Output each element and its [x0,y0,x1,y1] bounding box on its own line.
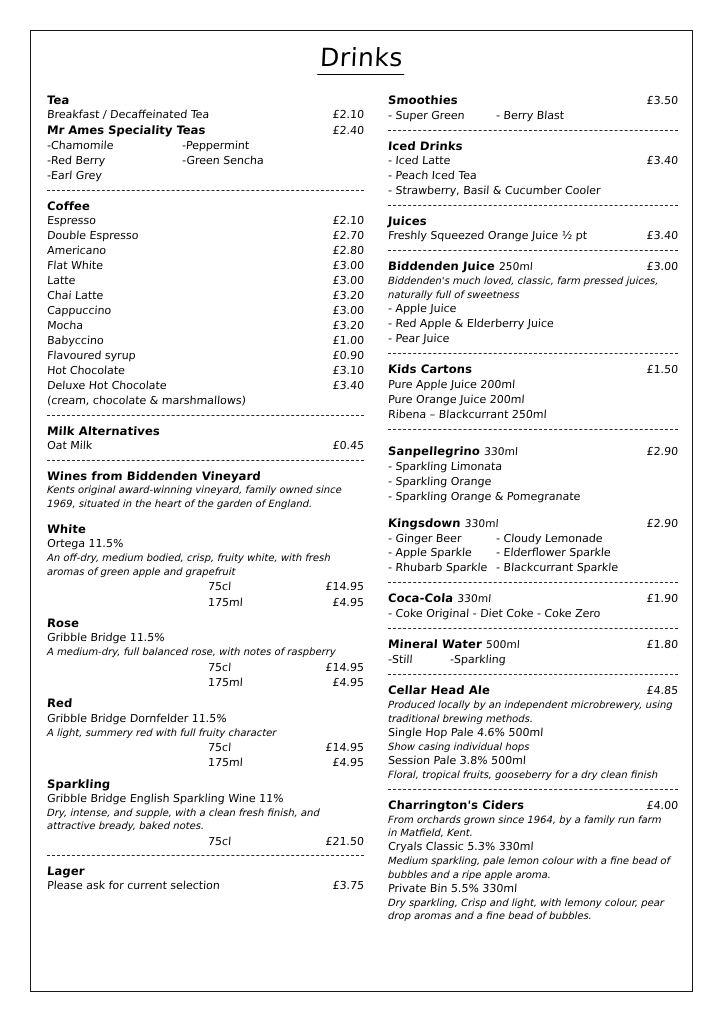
divider [388,582,678,583]
section-tea [47,93,364,184]
divider [47,460,364,461]
cellar-head-ale-beer-desc: Floral, tropical fruits, gooseberry for a dry clean finish [388,770,659,782]
spacer [388,505,678,516]
biddenden-juice-desc: Biddenden's much loved, classic, farm pressed juices, [388,276,660,288]
tea-heading: Tea [46,93,70,107]
kingsdown-heading: Kingsdown 330ml [388,515,500,530]
charringtons-ciders-price: £4.00 [646,798,679,812]
smoothies-flavour-left: - Super Green [388,108,466,122]
section-coca-cola [388,591,678,622]
section-milk-alternatives [47,424,364,454]
kingsdown-price: £2.90 [646,516,679,530]
biddenden-juice-volume: 250ml [498,261,534,274]
wine-white-size-row [47,595,364,610]
tea-flavour-right: -Green Sencha [181,154,265,168]
section-charringtons-ciders [388,798,678,924]
smoothies-heading: Smoothies [388,93,459,107]
cider-name: Private Bin 5.5% 330ml [388,882,519,896]
wine-white-heading: White [46,522,87,537]
wines-heading: Wines from Biddenden Vineyard [46,469,262,483]
cider-name: Cryals Classic 5.3% 330ml [388,840,535,854]
mineral-water-heading: Mineral Water 500ml [388,637,521,652]
section-iced-drinks [388,139,678,199]
coffee-item-row [47,259,364,274]
coffee-item-name: Flavoured syrup [46,348,137,362]
tea-flavour-row [47,139,364,154]
juices-item-price: £3.40 [646,229,679,243]
coffee-item-name: Latte [46,274,76,288]
sanpellegrino-item: - Sparkling Limonata [388,459,504,473]
coffee-item-price: £3.20 [332,289,366,303]
coffee-item-price: £2.10 [332,214,366,228]
iced-drinks-price: £3.40 [646,154,679,168]
wine-rose-size-row [47,675,364,690]
tea-flavour-left: -Chamomile [46,139,114,153]
divider [47,415,364,416]
section-smoothies [388,93,678,124]
sanpellegrino-price: £2.90 [646,444,679,458]
biddenden-juice-item: - Pear Juice [388,331,451,345]
right-column [378,93,678,924]
lager-item-row [47,879,364,894]
tea-breakfast-name: Breakfast / Decaffeinated Tea [46,108,210,122]
sanpellegrino-volume: 330ml [484,445,519,458]
wine-red-size-row [47,755,364,770]
cellar-head-ale-price: £4.85 [646,684,679,698]
kingsdown-flavour-right: - Elderflower Sparkle [496,546,612,560]
mineral-water-sparkling: -Sparkling [450,653,507,667]
wine-sparkling-name: Gribble Bridge English Sparkling Wine 11% [46,792,285,806]
coffee-item-price: £2.80 [332,244,366,258]
coca-cola-heading: Coca-Cola 330ml [388,591,493,606]
kids-cartons-heading-row [388,362,678,378]
wine-white-desc: aromas of green apple and grapefruit [46,566,236,578]
coffee-item-price: £3.10 [332,363,366,377]
coffee-item-row [47,274,364,289]
coffee-item-price: £3.40 [332,378,366,392]
kingsdown-flavour-row [388,561,678,576]
kingsdown-flavour-row [388,546,678,561]
wine-rose-size-row [47,660,364,675]
smoothies-heading-row [388,93,678,109]
lager-item-price: £3.75 [332,879,366,893]
wine-white-price: £14.95 [325,580,365,594]
biddenden-juice-heading: Biddenden Juice 250ml [388,259,534,274]
wine-sparkling-volume: 75cl [208,834,233,848]
wine-white-volume: 75cl [208,580,233,594]
wine-rose-volume: 75cl [208,660,233,674]
kids-cartons-price: £1.50 [646,362,679,376]
kids-cartons-heading: Kids Cartons [388,361,474,376]
section-wines [47,469,364,849]
kids-cartons-item: Pure Orange Juice 200ml [388,392,526,406]
wine-red-price: £14.95 [325,740,365,754]
sanpellegrino-item: - Sparkling Orange & Pomegranate [388,489,582,503]
charringtons-ciders-heading-row [388,798,678,814]
coffee-item-row [47,244,364,259]
iced-drinks-item: - Strawberry, Basil & Cucumber Cooler [388,184,602,198]
wine-sparkling-desc: attractive bready, baked notes. [46,821,205,833]
iced-drinks-item: - Peach Iced Tea [388,169,478,183]
tea-flavour-left: -Earl Grey [46,169,103,183]
wine-sparkling-heading: Sparkling [46,776,111,791]
wine-rose [47,616,364,690]
coffee-item-price: £3.00 [332,274,366,288]
divider [388,250,678,251]
left-column [47,93,378,924]
tea-flavour-row [47,154,364,169]
cellar-head-ale-beer-name: Session Pale 3.8% 500ml [388,754,527,768]
smoothies-flavour-row [388,109,678,124]
biddenden-juice-desc: naturally full of sweetness [388,289,521,301]
biddenden-juice-heading-row [388,259,678,275]
kingsdown-volume: 330ml [464,517,500,530]
section-juices [388,214,678,244]
wine-rose-price: £14.95 [325,660,365,674]
section-lager [47,864,364,894]
tea-breakfast-price: £2.10 [332,108,366,122]
tea-speciality-name: Mr Ames Speciality Teas [46,123,206,138]
section-sanpellegrino [388,444,678,505]
iced-drinks-item-row [388,154,678,169]
juices-item-name: Freshly Squeezed Orange Juice ½ pt [388,229,589,243]
wine-red-heading: Red [46,696,73,711]
cider-desc: drop aromas and a fine bead of bubbles. [388,911,593,923]
coffee-item-row [47,379,364,394]
coffee-item-row [47,334,364,349]
coffee-item-price: £2.70 [332,229,366,243]
wine-white-name: Ortega 11.5% [46,537,124,551]
coffee-item-price: £3.00 [332,259,366,273]
coffee-item-name: Flat White [46,259,104,273]
coffee-item-price: £0.90 [332,348,366,362]
iced-drinks-item: - Iced Latte [388,154,452,168]
milk-item-price: £0.45 [332,439,366,453]
wine-red-volume: 175ml [208,756,244,770]
coffee-deluxe-note: (cream, chocolate & marshmallows) [46,393,247,407]
cider-desc: Dry sparkling, Crisp and light, with lemony colour, pear [388,898,665,910]
wine-white [47,522,364,610]
charringtons-ciders-heading: Charrington's Ciders [388,797,526,812]
coffee-item-row [47,229,364,244]
tea-flavour-right: -Peppermint [181,139,250,153]
wine-white-price: £4.95 [332,595,365,609]
cellar-head-ale-desc: Produced locally by an independent microbrewery, using [388,700,674,712]
sanpellegrino-heading-row [388,444,678,460]
smoothies-price: £3.50 [646,94,679,107]
cider-desc: bubbles and a ripe apple aroma. [388,869,552,881]
wine-rose-volume: 175ml [208,675,244,689]
coca-cola-price: £1.90 [646,592,679,606]
tea-speciality-price: £2.40 [332,124,366,138]
coffee-item-name: Cappuccino [46,304,112,318]
coffee-item-row [47,364,364,379]
smoothies-flavour-right: - Berry Blast [496,108,566,122]
wine-white-desc: An off-dry, medium bodied, crisp, fruity white, with fresh [46,553,331,565]
tea-flavour-right [181,169,365,184]
wine-red-volume: 75cl [208,740,233,754]
biddenden-juice-price: £3.00 [646,260,679,274]
milk-item-name: Oat Milk [46,439,93,453]
tea-speciality-row [47,123,364,139]
coffee-item-name: Double Espresso [46,229,139,243]
cellar-head-ale-heading-row [388,683,678,699]
page-title: Drinks [317,44,405,75]
section-coffee [47,199,364,409]
section-kids-cartons [388,362,678,423]
cellar-head-ale-beer-name: Single Hop Pale 4.6% 500ml [388,725,545,739]
wines-description-line: Kents original award-winning vineyard, family owned since [46,485,342,497]
divider [47,190,364,191]
coca-cola-item: - Coke Original - Diet Coke - Coke Zero [388,607,602,621]
kids-cartons-item: Ribena – Blackcurrant 250ml [388,407,548,421]
menu-columns [31,93,692,924]
divider [388,628,678,629]
divider [388,674,678,675]
coffee-item-row [47,214,364,229]
kingsdown-flavour-left: - Ginger Beer [388,531,463,545]
milk-item-row [47,439,364,454]
iced-drinks-heading: Iced Drinks [388,138,464,153]
kingsdown-flavour-left: - Rhubarb Sparkle [388,561,489,575]
coffee-item-row [47,319,364,334]
milk-alternatives-heading: Milk Alternatives [46,423,161,438]
wine-white-size-row [47,579,364,594]
mineral-water-price: £1.80 [646,638,679,652]
wine-red-desc: A light, summery red with full fruity character [46,727,277,739]
juices-heading: Juices [388,214,428,229]
section-mineral-water [388,637,678,668]
spacer [47,511,364,522]
biddenden-juice-item: - Red Apple & Elderberry Juice [388,317,555,331]
sanpellegrino-item: - Sparkling Orange [388,474,493,488]
coffee-item-price: £1.00 [332,333,366,347]
wine-rose-name: Gribble Bridge 11.5% [46,631,166,645]
wine-red [47,696,364,770]
divider [47,855,364,856]
charringtons-ciders-desc: From orchards grown since 1964, by a family run farm [388,814,663,826]
mineral-water-heading-row [388,637,678,653]
kingsdown-heading-row [388,516,678,532]
kingsdown-flavour-right: - Cloudy Lemonade [496,531,604,545]
coffee-item-row [47,304,364,319]
cellar-head-ale-beer-desc: Show casing individual hops [388,741,531,753]
wine-rose-price: £4.95 [332,675,365,689]
mineral-water-flavour-row [388,653,678,668]
juices-item-row [388,229,678,244]
cellar-head-ale-desc: traditional brewing methods. [388,713,534,725]
mineral-water-volume: 500ml [486,639,521,652]
coffee-item-name: Mocha [46,319,84,333]
coffee-item-name: Hot Chocolate [46,363,126,377]
wine-red-name: Gribble Bridge Dornfelder 11.5% [46,711,228,725]
coffee-item-name: Americano [46,244,107,258]
charringtons-ciders-desc: in Matfield, Kent. [388,828,474,839]
wine-sparkling-price: £21.50 [325,834,365,848]
coffee-item-name: Deluxe Hot Chocolate [46,378,168,392]
menu-page [30,30,693,992]
wines-description-line: 1969, situated in the heart of the garden of England. [46,498,313,510]
biddenden-juice-item: - Apple Juice [388,302,458,316]
divider [388,429,678,430]
wine-red-size-row [47,740,364,755]
divider [388,789,678,790]
divider [388,130,678,131]
wine-sparkling-size-row [47,834,364,849]
section-biddenden-juice [388,259,678,347]
coffee-item-name: Babyccino [46,333,105,347]
tea-flavour-row [47,169,364,184]
divider [388,353,678,354]
section-kingsdown [388,516,678,577]
kids-cartons-item: Pure Apple Juice 200ml [388,377,517,391]
coffee-item-price: £3.00 [332,304,366,318]
coffee-heading: Coffee [46,199,91,214]
wine-rose-heading: Rose [46,615,80,630]
kingsdown-flavour-left: - Apple Sparkle [388,546,473,560]
cider-desc: Medium sparkling, pale lemon colour with a fine bead of [388,856,671,868]
divider [388,205,678,206]
wine-sparkling-desc: Dry, intense, and supple, with a clean fresh finish, and [46,807,320,819]
tea-breakfast-row [47,108,364,123]
kingsdown-flavour-row [388,532,678,547]
mineral-water-still: -Still [388,653,414,667]
coffee-item-name: Chai Latte [46,289,104,303]
coffee-item-row [47,289,364,304]
kingsdown-flavour-right: - Blackcurrant Sparkle [496,561,620,575]
wine-white-volume: 175ml [208,595,244,609]
coffee-item-name: Espresso [46,214,97,228]
lager-heading: Lager [46,864,86,879]
coca-cola-heading-row [388,591,678,607]
lager-item-name: Please ask for current selection [46,879,221,893]
cellar-head-ale-heading: Cellar Head Ale [388,683,491,698]
coca-cola-volume: 330ml [457,593,493,606]
sanpellegrino-heading: Sanpellegrino 330ml [388,443,519,458]
section-cellar-head-ale [388,683,678,782]
coffee-item-price: £3.20 [332,319,366,333]
page-title-wrap [31,44,692,75]
coffee-item-row [47,349,364,364]
wine-sparkling [47,777,364,849]
wine-rose-desc: A medium-dry, full balanced rose, with notes of raspberry [46,647,336,659]
wine-red-price: £4.95 [332,756,365,770]
tea-flavour-left: -Red Berry [46,154,106,168]
